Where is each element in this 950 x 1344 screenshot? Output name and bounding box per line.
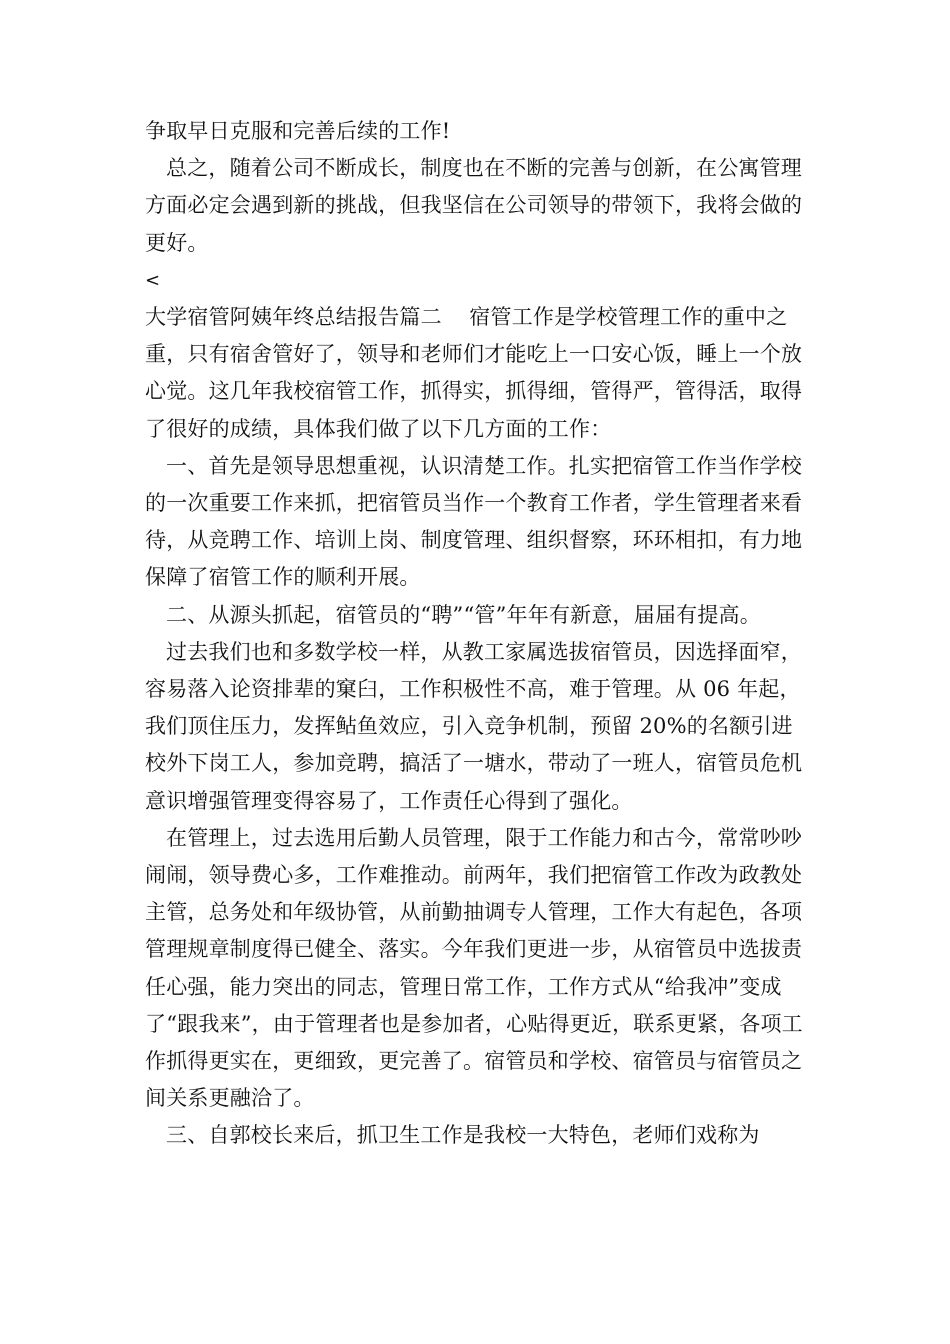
paragraph: 一、首先是领导思想重视，认识清楚工作。扎实把宿管工作当作学校的一次重要工作来抓，把宿管员当作一个教育工作者，学生管理者来看待，从竞聘工作、培训上岗、制度管理、组织督察，环环相扣，有力地保障了宿管工作的顺利开展。 <box>145 453 803 590</box>
paragraph-mark: < <box>145 269 161 291</box>
paragraph: 争取早日克服和完善后续的工作! <box>145 119 451 143</box>
document-body <box>145 113 810 1155</box>
paragraph: 总之，随着公司不断成长，制度也在不断的完善与创新，在公寓管理方面必定会遇到新的挑战，但我坚信在公司领导的带领下，我将会做的更好。 <box>145 156 803 255</box>
paragraph: 二、从源头抓起，宿管员的“聘”“管”年年有新意，届届有提高。 <box>166 602 761 627</box>
section-heading-paragraph: 大学宿管阿姨年终总结报告篇二 宿管工作是学校管理工作的重中之重，只有宿舍管好了，领导和老师们才能吃上一口安心饭，睡上一个放心觉。这几年我校宿管工作，抓得实，抓得细，管得严，管得活，取得了很好的成绩，具体我们做了以下几方面的工作： <box>145 305 803 441</box>
paragraph: 三、自郭校长来后，抓卫生工作是我校一大特色，老师们戏称为 <box>166 1123 760 1148</box>
paragraph: 过去我们也和多数学校一样，从教工家属选拔宿管员，因选择面窄，容易落入论资排辈的窠臼，工作积极性不高，难于管理。从 06 年起，我们顶住压力，发挥鲇鱼效应，引入竞争机制，预留 20%的名额引进校外下岗工人，参加竞聘，搞活了一塘水，带动了一班人，宿管员危机意识增强管理变得容易了，工作责任心得到了强化。 <box>145 639 803 813</box>
paragraph: 在管理上，过去选用后勤人员管理，限于工作能力和古今，常常吵吵闹闹，领导费心多，工作难推动。前两年，我们把宿管工作改为政教处主管，总务处和年级协管，从前勤抽调专人管理，工作大有起色，各项管理规章制度得已健全、落实。今年我们更进一步，从宿管员中选拔责任心强，能力突出的同志，管理日常工作，工作方式从“给我冲”变成了“跟我来”，由于管理者也是参加者，心贴得更近，联系更紧，各项工作抓得更实在，更细致，更完善了。宿管员和学校、宿管员与宿管员之间关系更融洽了。 <box>145 825 803 1111</box>
